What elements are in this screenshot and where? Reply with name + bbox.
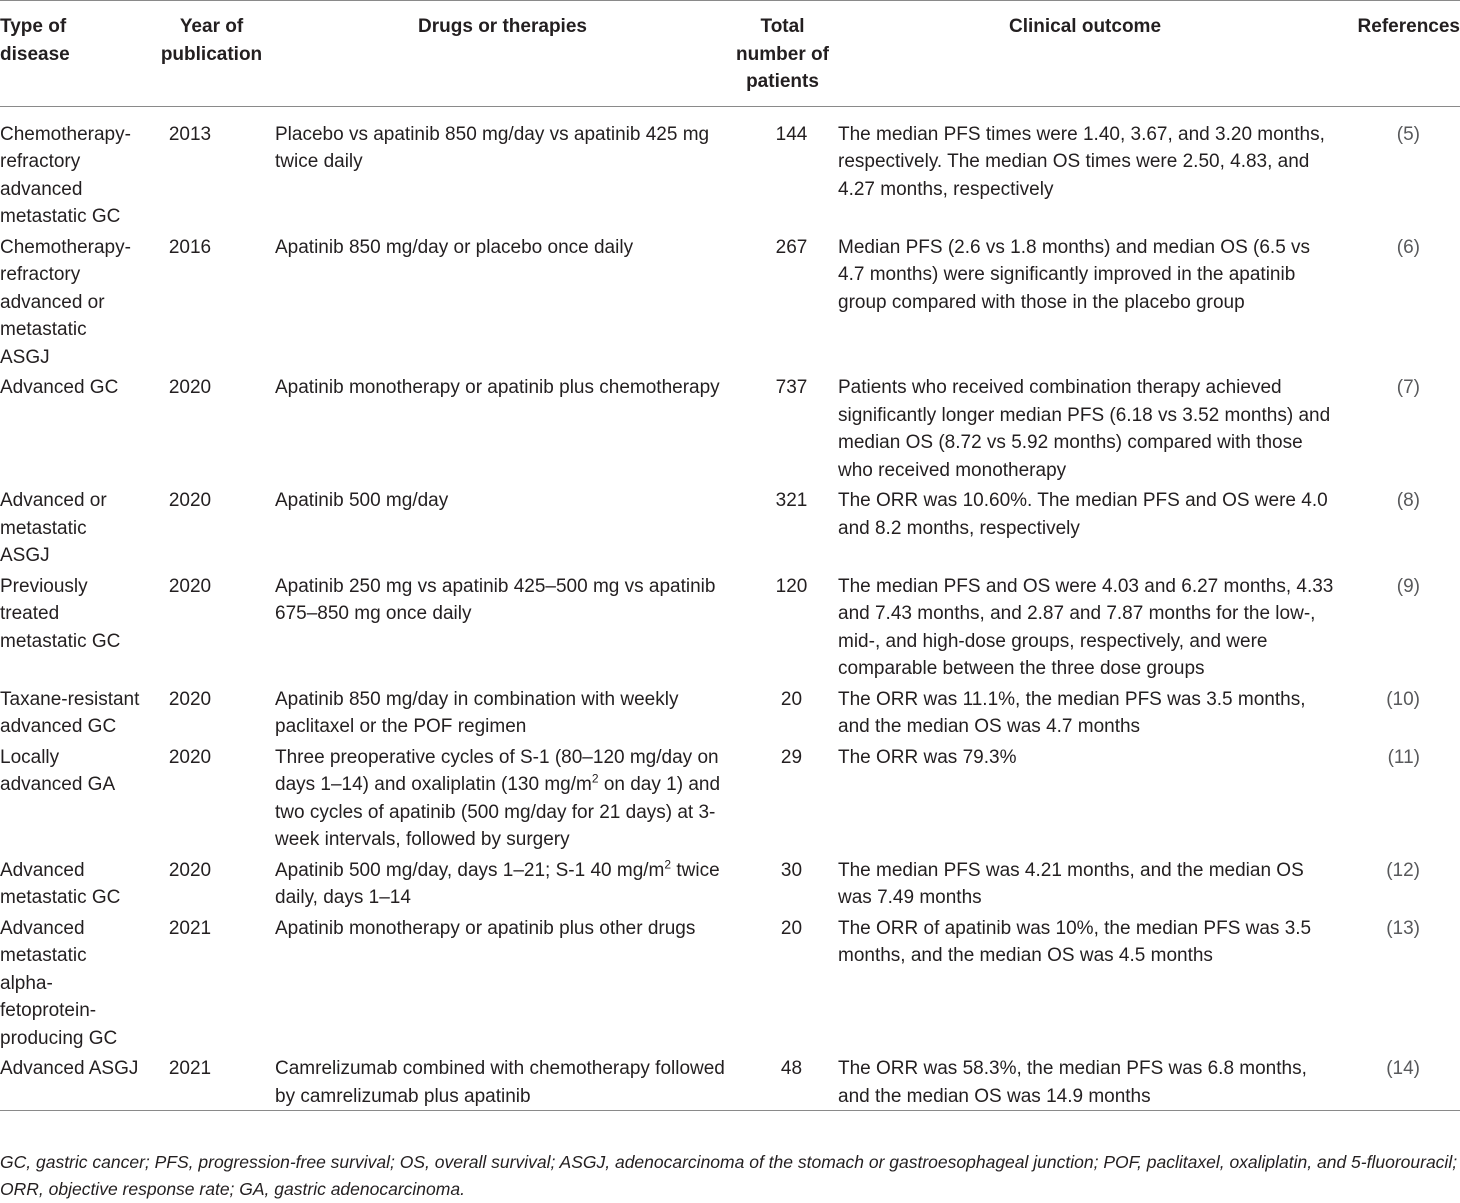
cell-type-of-disease: Advanced or metastatic ASGJ xyxy=(0,490,107,566)
drugs-text: twice daily, days 1–14 xyxy=(275,859,720,908)
cell-drugs: Apatinib 850 mg/day or placebo once daily xyxy=(275,236,634,258)
table-row xyxy=(0,371,1460,484)
cell-total-patients: 267 xyxy=(775,236,808,258)
header-year-of-publication: Year of publication xyxy=(160,16,263,65)
cell-year: 2020 xyxy=(168,688,212,710)
cell-type-of-disease: Locally advanced GA xyxy=(0,746,116,795)
cell-type-of-disease: Advanced GC xyxy=(0,377,119,398)
cell-reference: (10) xyxy=(1386,688,1420,710)
cell-reference: (9) xyxy=(1396,575,1420,597)
cell-reference: (11) xyxy=(1387,746,1420,768)
cell-drugs xyxy=(275,741,730,854)
cell-type-of-disease: Advanced metastatic GC xyxy=(0,859,121,908)
cell-clinical-outcome: The ORR was 58.3%, the median PFS was 6.8 months, and the median OS was 14.9 months xyxy=(838,1058,1307,1107)
cell-drugs: Camrelizumab combined with chemotherapy followed by camrelizumab plus apatinib xyxy=(275,1058,725,1107)
cell-year: 2016 xyxy=(168,236,212,258)
header-total-number-of-patients: Total number of patients xyxy=(736,16,829,92)
cell-year: 2020 xyxy=(168,746,212,768)
table-row xyxy=(0,484,1460,570)
cell-drugs: Placebo vs apatinib 850 mg/day vs apatinib 425 mg twice daily xyxy=(275,123,710,172)
cell-total-patients: 144 xyxy=(775,123,808,145)
table-row xyxy=(0,231,1460,372)
superscript: 2 xyxy=(591,771,599,786)
cell-year: 2020 xyxy=(168,490,212,511)
cell-reference: (13) xyxy=(1386,917,1420,939)
cell-year: 2021 xyxy=(168,1058,212,1079)
cell-drugs: Apatinib 250 mg vs apatinib 425–500 mg vs apatinib 675–850 mg once daily xyxy=(275,575,716,624)
table-row xyxy=(0,570,1460,683)
table-row xyxy=(0,1052,1460,1111)
table-body xyxy=(0,106,1460,1111)
cell-reference: (8) xyxy=(1396,490,1420,511)
cell-clinical-outcome: The median PFS was 4.21 months, and the median OS was 7.49 months xyxy=(838,859,1304,908)
cell-type-of-disease: Chemotherapy-refractory advanced or metastatic ASGJ xyxy=(0,236,131,368)
cell-type-of-disease: Previously treated metastatic GC xyxy=(0,575,121,652)
cell-type-of-disease: Advanced ASGJ xyxy=(0,1058,139,1079)
cell-year: 2013 xyxy=(168,123,212,145)
drugs-text: Apatinib 500 mg/day, days 1–21; S-1 40 mg/m xyxy=(275,859,665,881)
cell-drugs: Apatinib monotherapy or apatinib plus other drugs xyxy=(275,917,696,939)
cell-drugs: Apatinib 850 mg/day in combination with weekly paclitaxel or the POF regimen xyxy=(275,688,679,737)
table-header xyxy=(0,1,1460,107)
cell-year: 2020 xyxy=(168,377,212,398)
cell-type-of-disease: Chemotherapy-refractory advanced metastatic GC xyxy=(0,123,131,227)
table-row xyxy=(0,854,1460,912)
cell-total-patients: 321 xyxy=(775,490,808,511)
table-row xyxy=(0,741,1460,854)
cell-drugs: Apatinib 500 mg/day xyxy=(275,490,449,511)
cell-year: 2020 xyxy=(168,575,212,597)
cell-year: 2020 xyxy=(168,859,212,881)
cell-clinical-outcome: The ORR was 10.60%. The median PFS and OS were 4.0 and 8.2 months, respectively xyxy=(838,490,1328,539)
cell-total-patients: 30 xyxy=(780,859,803,881)
cell-reference: (14) xyxy=(1386,1058,1420,1079)
table-row xyxy=(0,683,1460,741)
table-row xyxy=(0,912,1460,1053)
cell-total-patients: 20 xyxy=(780,688,803,710)
cell-drugs: Apatinib monotherapy or apatinib plus chemotherapy xyxy=(275,377,720,398)
cell-clinical-outcome: The ORR of apatinib was 10%, the median PFS was 3.5 months, and the median OS was 4.5 months xyxy=(838,917,1312,966)
cell-reference: (12) xyxy=(1386,859,1420,881)
cell-total-patients: 120 xyxy=(775,575,808,597)
cell-total-patients: 737 xyxy=(775,377,808,398)
cell-clinical-outcome: The ORR was 11.1%, the median PFS was 3.5 months, and the median OS was 4.7 months xyxy=(838,688,1306,737)
cell-total-patients: 48 xyxy=(780,1058,803,1079)
cell-type-of-disease: Advanced metastatic alpha-fetoprotein-producing GC xyxy=(0,917,118,1049)
cell-year: 2021 xyxy=(168,917,212,939)
header-references: References xyxy=(1357,16,1460,37)
drugs-text: on day 1) and two cycles of apatinib (500 mg/day for 21 days) at 3-week intervals, followed by surgery xyxy=(275,774,721,850)
cell-clinical-outcome: The median PFS and OS were 4.03 and 6.27 months, 4.33 and 7.43 months, and 2.87 and 7.87 months for the low-, mid-, and high-dose groups, respectively, and were comparable between the three dose groups xyxy=(838,575,1334,679)
cell-reference: (6) xyxy=(1396,236,1420,258)
cell-clinical-outcome: Patients who received combination therapy achieved significantly longer median PFS (6.18 vs 3.52 months) and median OS (8.72 vs 5.92 months) compared with those who received monotherapy xyxy=(838,377,1331,481)
cell-reference: (7) xyxy=(1396,377,1420,398)
header-clinical-outcome: Clinical outcome xyxy=(1008,16,1162,37)
drugs-text: Three preoperative cycles of S-1 (80–120 mg/day on days 1–14) and oxaliplatin (130 mg/m xyxy=(275,746,719,795)
cell-drugs xyxy=(275,854,730,912)
cell-clinical-outcome: The median PFS times were 1.40, 3.67, and 3.20 months, respectively. The median OS times were 2.50, 4.83, and 4.27 months, respectively xyxy=(838,123,1325,200)
cell-reference: (5) xyxy=(1396,123,1420,145)
header-row xyxy=(0,1,1460,107)
cell-clinical-outcome: Median PFS (2.6 vs 1.8 months) and median OS (6.5 vs 4.7 months) were significantly improved in the apatinib group compared with those in the placebo group xyxy=(838,236,1311,313)
cell-type-of-disease: Taxane-resistant advanced GC xyxy=(0,688,140,737)
table-row xyxy=(0,106,1460,231)
cell-total-patients: 29 xyxy=(780,746,803,768)
cell-total-patients: 20 xyxy=(780,917,803,939)
cell-clinical-outcome: The ORR was 79.3% xyxy=(838,746,1017,768)
table-footnote: GC, gastric cancer; PFS, progression-free survival; OS, overall survival; ASGJ, adenocarcinoma of the stomach or gastroesophageal junction; POF, paclitaxel, oxaliplatin, and 5-fluorouracil; ORR, objective response rate; GA, gastric adenocarcinoma. xyxy=(0,1152,1458,1199)
header-drugs-or-therapies: Drugs or therapies xyxy=(418,16,587,37)
header-type-of-disease: Type of disease xyxy=(0,16,70,65)
superscript: 2 xyxy=(664,857,672,872)
